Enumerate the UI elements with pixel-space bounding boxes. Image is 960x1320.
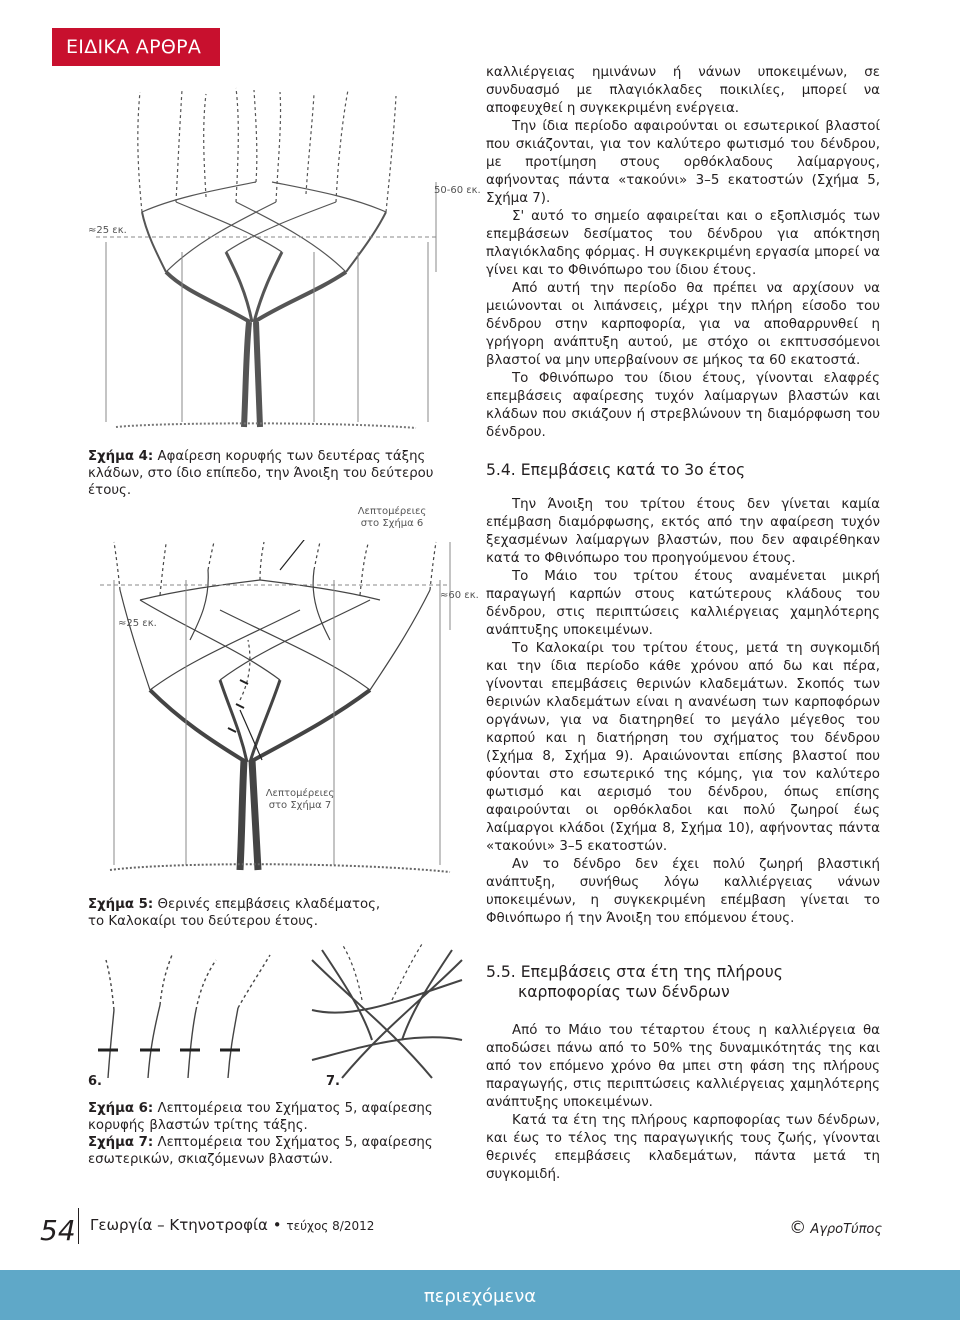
copyright-icon: © (789, 1218, 807, 1238)
paragraph: Την Άνοιξη του τρίτου έτους δεν γίνεται καμία επέμβαση διαμόρφωσης, εκτός από την αφαίρεση τυχόν ξεχασμένων λαίμαργων βλαστών, που δεν αφαιρέθηκαν κατά το Φθινόπωρο του προηγούμενου έτους. (486, 497, 880, 566)
figure-6-caption-label: Σχήμα 6: (88, 1101, 154, 1116)
article-column-bottom (486, 1022, 880, 1184)
toc-link[interactable]: περιεχόμενα (423, 1286, 537, 1307)
paragraph: Σ' αυτό το σημείο αφαιρείται και ο εξοπλισμός των επεμβάσεων δεσίματος του δένδρου για απόκτηση πλαγιόκλαδης φόρμας. Η συγκεκριμένη εργασία μπορεί να γίνει και το Φθινόπωρο του ίδιου έτους. (486, 209, 880, 278)
figure-7-drawing (302, 940, 472, 1080)
paragraph: Από αυτή την περίοδο θα πρέπει να αρχίσουν να μειώνονται οι λιπάνσεις, μέχρι την πλήρη είσοδο του δένδρου στην καρποφορία, για να αποθαρρυνθεί η γρήγορη ανάπτυξη αυτού, με στόχο οι εκπτυσσόμενοι βλαστοί να μην υπερβαίνουν σε μήκος τα 60 εκατοστά. (486, 281, 880, 368)
section-heading-5-5-line1: 5.5. Επεμβάσεις στα έτη της πλήρους (486, 963, 783, 981)
copyright (789, 1218, 882, 1238)
paragraph: Την ίδια περίοδο αφαιρούνται οι εσωτερικοί βλαστοί που σκιάζονται, για τον καλύτερο φωτισμό του δένδρου, με προτίμηση στους ορθόκλαδους λαίμαργους, αφήνοντας πάντα «τακούνι» 3–5 εκατοστών (Σχήμα 5, Σχήμα 7). (486, 119, 880, 206)
page-number: 54 (40, 1214, 76, 1247)
publisher-name: ΑγροΤύπος (810, 1222, 882, 1237)
bullet-icon: • (272, 1216, 287, 1234)
magazine-name: Γεωργία – Κτηνοτροφία (90, 1216, 268, 1234)
figure-4-drawing (86, 82, 464, 444)
figure-6-caption-text: Λεπτομέρεια του Σχήματος 5, αφαίρεσης κορυφής βλαστών τρίτης τάξης. (88, 1101, 433, 1133)
figure-6-drawing (88, 950, 298, 1080)
inner-shoot-detail-illustration (302, 940, 472, 1080)
figure-5-height-label-left: ≈25 εκ. (118, 618, 157, 629)
figure-4-caption-text: Αφαίρεση κορυφής των δευτέρας τάξης κλάδων, στο ίδιο επίπεδο, την Άνοιξη του δεύτερου έτους. (88, 449, 434, 498)
figure-5-caption (88, 896, 388, 930)
figure-7-caption-label: Σχήμα 7: (88, 1135, 154, 1150)
footer-divider (78, 1208, 79, 1244)
paragraph: Το Φθινόπωρο του ίδιου έτους, γίνονται ελαφρές επεμβάσεις αφαίρεσης τυχόν λαίμαργων βλαστών και κλάδων που σκιάζουν ή στρεβλώνουν τη διαμόρφωση του δένδρου. (486, 371, 880, 440)
shoot-detail-illustration (88, 950, 298, 1080)
paragraph: καλλιέργειας ημινάνων ή νάνων υποκειμένων, σε συνδυασμό με πλαγιόκλαδες ποικιλίες, μπορεί να αποφευχθεί η συγκεκριμένη ενέργεια. (486, 65, 880, 116)
figure-6-7-caption (88, 1100, 472, 1168)
issue-number: τεύχος 8/2012 (286, 1219, 375, 1233)
paragraph: Από το Μάιο του τέταρτου έτους η καλλιέργεια θα αποδώσει πάνω από το 50% της δυναμικότητάς της και από τον επόμενο χρόνο θα μπει στη φάση της πλήρους παραγωγής, στις περιπτώσεις καλλιέργειας χαμηλότερης ανάπτυξης υποκειμένων. (486, 1023, 880, 1110)
figure-4-caption (88, 448, 472, 499)
figure-4-caption-label: Σχήμα 4: (88, 449, 154, 464)
article-column-middle (486, 496, 880, 928)
section-5-5 (486, 962, 880, 1002)
figure-5-height-label-right: ≈60 εκ. (440, 590, 479, 601)
figure-5-detail-6-label: Λεπτομέρειες στο Σχήμα 6 (357, 506, 427, 529)
paragraph: Το Καλοκαίρι του τρίτου έτους, μετά τη συγκομιδή και την ίδια περίοδο κάθε χρόνου από δω και πέρα, γίνονται επεμβάσεις θερινών κλαδεμάτων. Σκοπός των θερινών κλαδεμάτων είναι η ανανέωση των καρποφόρων οργάνων, για να διατηρηθεί το μεγάλο μέγεθος του καρπού και η διατήρηση του σχήματος του δένδρου (Σχήμα 8, Σχήμα 9). Αραιώνονται επίσης βλαστοί που φύονται στο εσωτερικό της κόμης, για τον καλύτερο φωτισμό και αερισμό του δένδρου, όπως επίσης αφαιρούνται οι ορθόκλαδοι και πολύ ζωηροί έως λαίμαργοι κλάδοι (Σχήμα 8, Σχήμα 10), αφήνοντας πάντα «τακούνι» 3–5 εκατοστών. (486, 641, 880, 854)
tree-illustration-5 (90, 540, 470, 880)
figure-7-caption-text: Λεπτομέρεια του Σχήματος 5, αφαίρεσης εσωτερικών, σκιαζόμενων βλαστών. (88, 1135, 433, 1167)
figure-4-height-label-left: ≈25 εκ. (88, 225, 127, 236)
section-5-4 (486, 460, 880, 480)
figure-5-detail-7-label: Λεπτομέρειες στο Σχήμα 7 (265, 788, 335, 811)
tree-illustration-4 (86, 82, 464, 444)
section-heading-5-5-line2: καρποφορίας των δένδρων (518, 983, 730, 1001)
figure-6-number: 6. (88, 1074, 102, 1089)
section-heading-5-4: 5.4. Επεμβάσεις κατά το 3ο έτος (486, 461, 746, 479)
toc-bar[interactable] (0, 1270, 960, 1320)
section-tag: ΕΙΔΙΚΑ ΑΡΘΡΑ (52, 28, 220, 66)
figure-5-drawing (90, 540, 470, 880)
figure-7-number: 7. (326, 1074, 340, 1089)
magazine-title (90, 1216, 374, 1234)
figure-5-caption-text: Θερινές επεμβάσεις κλαδέματος, το Καλοκαίρι του δεύτερου έτους. (88, 897, 381, 929)
figure-4-height-label-right: 50-60 εκ. (434, 185, 481, 196)
paragraph: Το Μάιο του τρίτου έτους αναμένεται μικρή παραγωγή καρπών στους κατώτερους κλάδους του δένδρου, στις περιπτώσεις καλλιέργειας χαμηλότερης ανάπτυξης υποκειμένων. (486, 569, 880, 638)
article-column-top (486, 64, 880, 442)
paragraph: Αν το δένδρο δεν έχει πολύ ζωηρή βλαστική ανάπτυξη, συνήθως λόγω καλλιέργειας νάνων υποκειμένων, η συγκεκριμένη επέμβαση γίνεται το Φθινόπωρο ή την Άνοιξη του επόμενου έτους. (486, 857, 880, 926)
paragraph: Κατά τα έτη της πλήρους καρποφορίας των δένδρων, και έως το τέλος της παραγωγικής τους ζωής, γίνονται θερινές επεμβάσεις κλαδεμάτων, πάντα μετά τη συγκομιδή. (486, 1113, 880, 1182)
figure-5-caption-label: Σχήμα 5: (88, 897, 154, 912)
